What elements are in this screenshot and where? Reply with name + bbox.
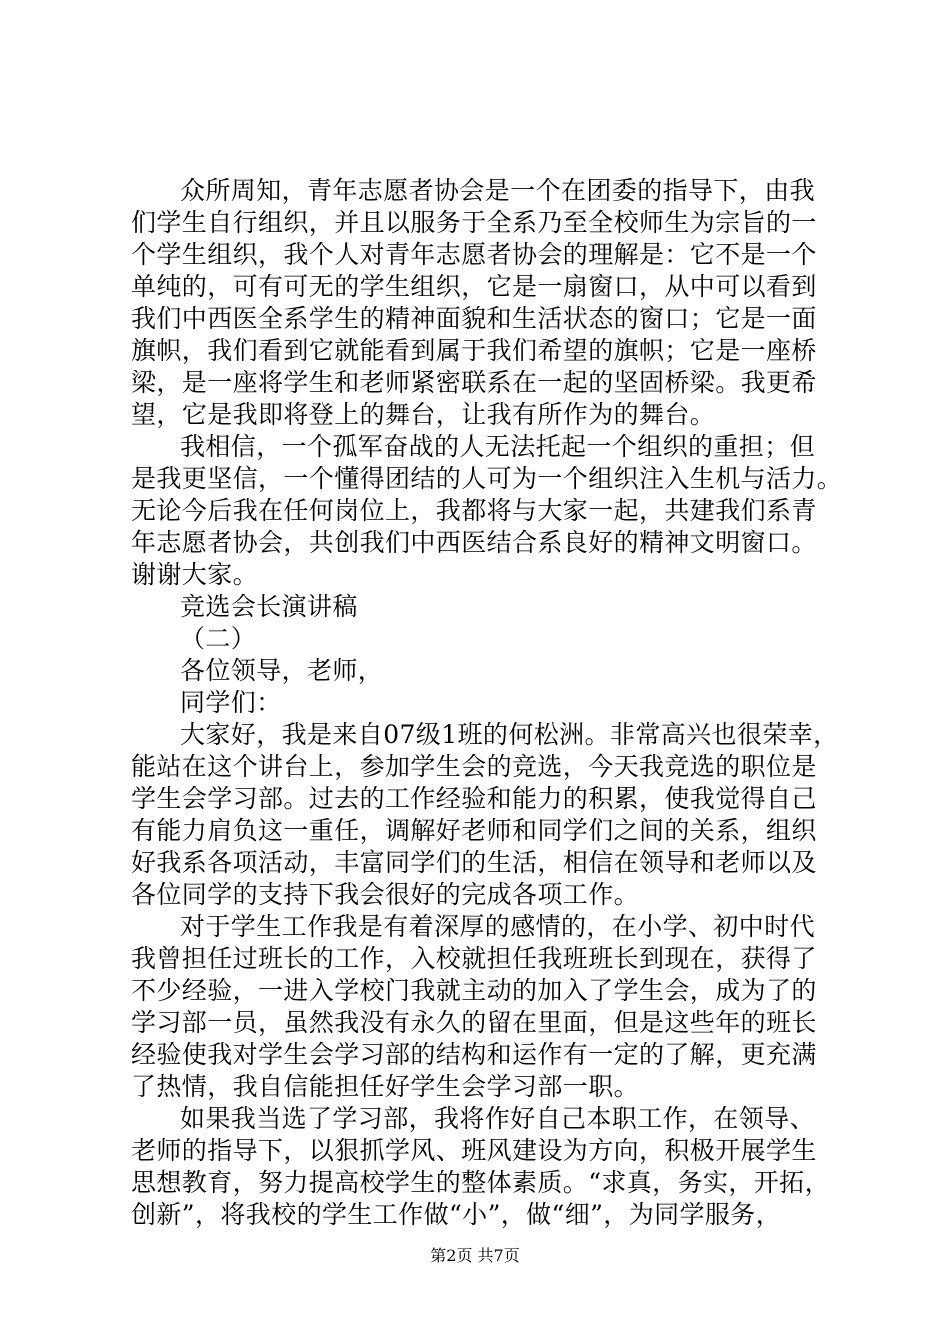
text-line: 我曾担任过班长的工作，入校就担任我班班长到现在，获得了 xyxy=(131,944,817,973)
text-line: 有能力肩负这一重任，调解好老师和同学们之间的关系，组织 xyxy=(131,816,817,845)
text-line: 不少经验，一进入学校门我就主动的加入了学生会，成为了的 xyxy=(131,976,817,1005)
text-line: 众所周知，青年志愿者协会是一个在团委的指导下，由我 xyxy=(180,176,816,205)
text-line: 年志愿者协会，共创我们中西医结合系良好的精神文明窗口。 xyxy=(131,528,817,557)
text-line: 无论今后我在任何岗位上，我都将与大家一起，共建我们系青 xyxy=(131,496,817,525)
text-line: 大家好，我是来自07级1班的何松洲。非常高兴也很荣幸， xyxy=(180,720,839,749)
text-line: 对于学生工作我是有着深厚的感情的，在小学、初中时代 xyxy=(180,912,816,941)
text-line: 是我更坚信，一个懂得团结的人可为一个组织注入生机与活力。 xyxy=(131,464,843,493)
text-line: 思想教育，努力提高校学生的整体素质。“求真，务实，开拓， xyxy=(131,1168,830,1197)
text-line: 我们中西医全系学生的精神面貌和生活状态的窗口；它是一面 xyxy=(131,304,817,333)
text-line: 谢谢大家。 xyxy=(131,560,259,589)
text-line: 经验使我对学生会学习部的结构和运作有一定的了解，更充满 xyxy=(131,1040,817,1069)
text-line: 我相信，一个孤军奋战的人无法托起一个组织的重担；但 xyxy=(180,432,816,461)
text-line: 学习部一员，虽然我没有永久的留在里面，但是这些年的班长 xyxy=(131,1008,817,1037)
text-line: 旗帜，我们看到它就能看到属于我们希望的旗帜；它是一座桥 xyxy=(131,336,817,365)
text-line: 创新”，将我校的学生工作做“小”，做“细”，为同学服务， xyxy=(131,1200,782,1229)
text-line: 学生会学习部。过去的工作经验和能力的积累，使我觉得自己 xyxy=(131,784,817,813)
salutation-line: 同学们： xyxy=(180,688,282,717)
text-line: 好我系各项活动，丰富同学们的生活，相信在领导和老师以及 xyxy=(131,848,817,877)
text-line: 各位同学的支持下我会很好的完成各项工作。 xyxy=(131,880,640,909)
text-line: 们学生自行组织，并且以服务于全系乃至全校师生为宗旨的一 xyxy=(131,208,817,237)
section-title: 竞选会长演讲稿 xyxy=(180,592,358,621)
text-line: 望，它是我即将登上的舞台，让我有所作为的舞台。 xyxy=(131,400,716,429)
section-subtitle: （二） xyxy=(180,624,257,653)
text-line: 梁，是一座将学生和老师紧密联系在一起的坚固桥梁。我更希 xyxy=(131,368,817,397)
text-line: 老师的指导下，以狠抓学风、班风建设为方向，积极开展学生 xyxy=(131,1136,817,1165)
text-line: 如果我当选了学习部，我将作好自己本职工作，在领导、 xyxy=(180,1104,816,1133)
text-line: 个学生组织，我个人对青年志愿者协会的理解是：它不是一个 xyxy=(131,240,817,269)
text-line: 单纯的，可有可无的学生组织，它是一扇窗口，从中可以看到 xyxy=(131,272,817,301)
salutation-line: 各位领导，老师， xyxy=(180,656,384,685)
text-line: 了热情，我自信能担任好学生会学习部一职。 xyxy=(131,1072,640,1101)
text-line: 能站在这个讲台上，参加学生会的竞选，今天我竞选的职位是 xyxy=(131,752,817,781)
page-number-footer: 第2页 共7页 xyxy=(430,1246,520,1265)
